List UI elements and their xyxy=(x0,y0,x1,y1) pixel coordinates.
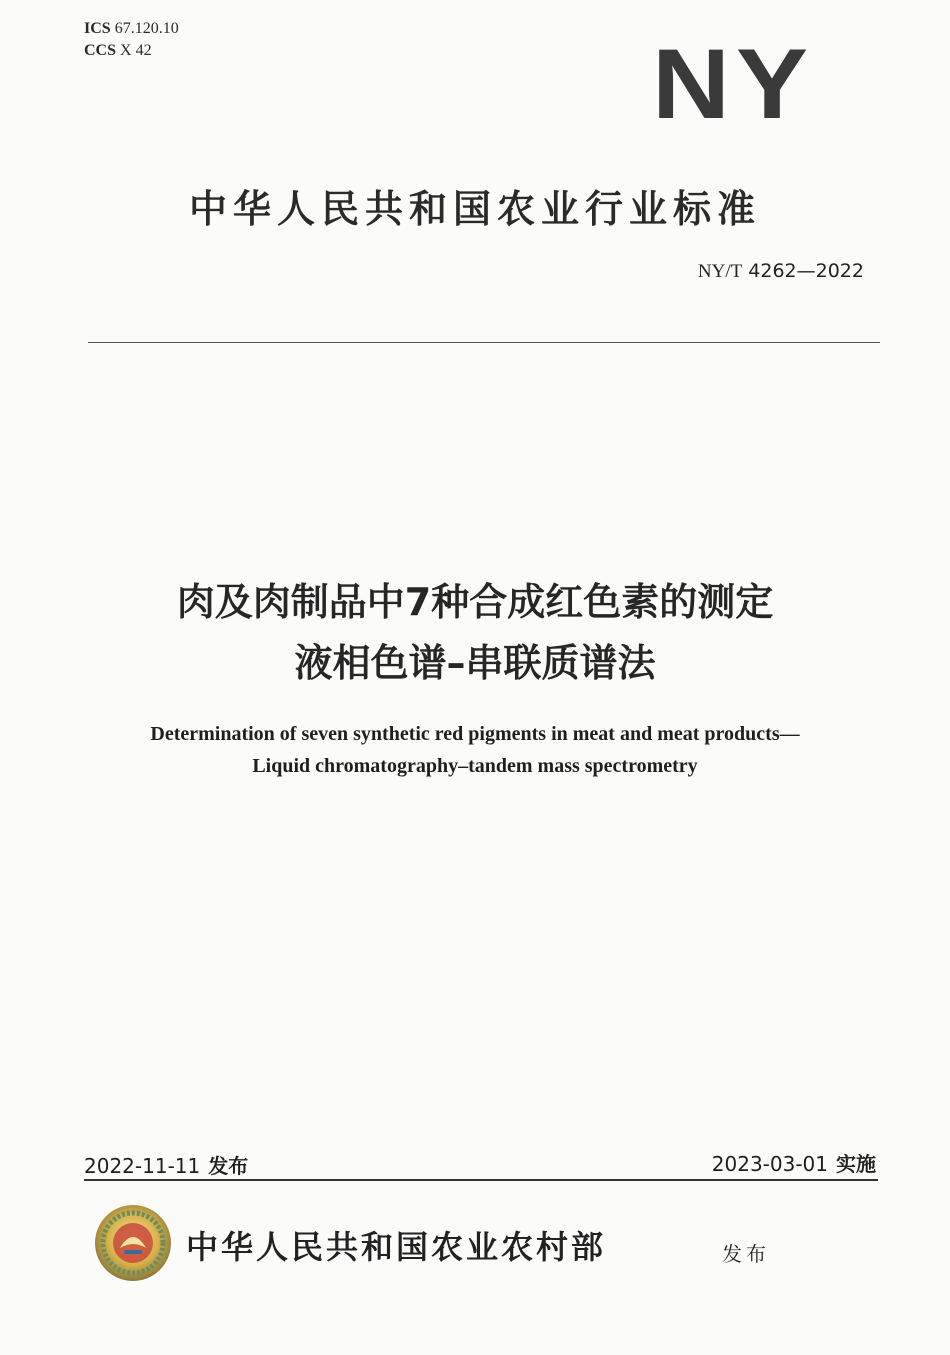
ny-mark: NY xyxy=(651,27,814,140)
classification-codes xyxy=(84,18,179,62)
ics-code: ICS 67.120.10 xyxy=(84,20,179,37)
issue-date xyxy=(84,1150,248,1179)
implement-date-label: 实施 xyxy=(836,1152,876,1176)
issue-date-label: 发布 xyxy=(208,1154,249,1178)
implement-date xyxy=(712,1148,876,1177)
title-en-line1: Determination of seven synthetic red pigments in meat and meat products— xyxy=(150,723,800,745)
bottom-divider xyxy=(84,1179,878,1181)
title-cn-line1: 肉及肉制品中7种合成红色素的测定 xyxy=(176,580,774,624)
issue-date-value: 2022-11-11 xyxy=(84,1154,201,1178)
ministry-name: 中华人民共和国农业农村部 xyxy=(186,1228,607,1266)
standard-category: 中华人民共和国农业行业标准 xyxy=(188,187,761,231)
title-cn-line2: 液相色谱–串联质谱法 xyxy=(294,641,656,685)
standard-number-value: 4262—2022 xyxy=(748,260,864,282)
top-divider xyxy=(88,342,880,343)
standard-number xyxy=(698,260,864,283)
ministry-emblem-icon xyxy=(94,1204,172,1282)
title-en-line2: Liquid chromatography–tandem mass spectrometry xyxy=(252,755,698,777)
ministry-issue-label: 发布 xyxy=(722,1242,770,1266)
standard-number-prefix: NY/T xyxy=(697,261,743,282)
ccs-code: CCS X 42 xyxy=(84,42,152,59)
implement-date-value: 2023-03-01 xyxy=(711,1152,828,1176)
